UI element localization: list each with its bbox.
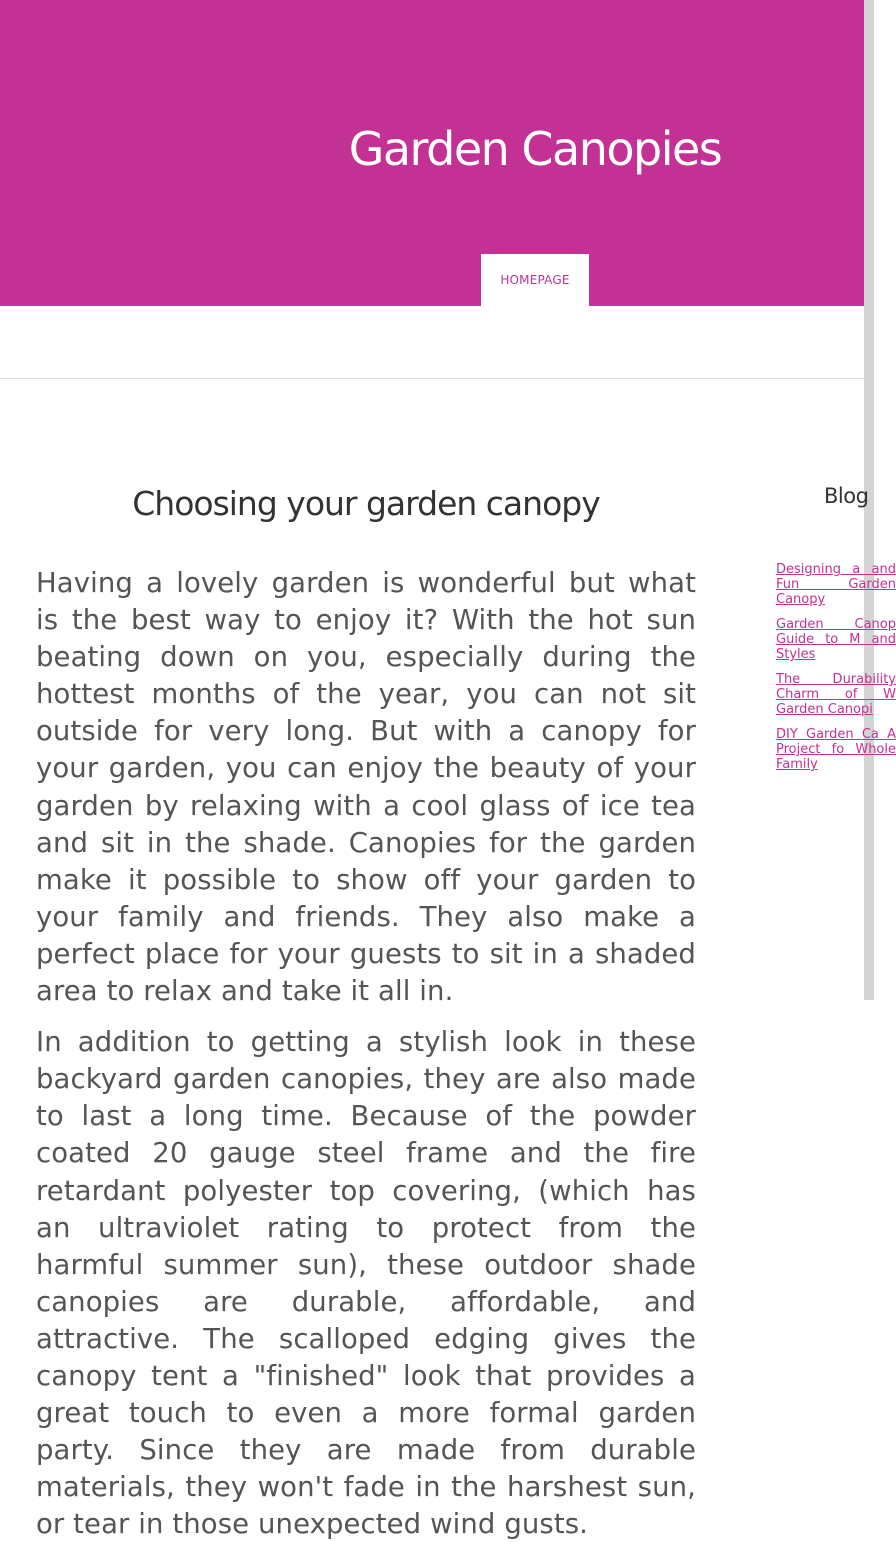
divider [0,378,874,379]
list-item [776,672,896,717]
blog-post-link[interactable]: Garden Canop Guide to M and Styles [776,617,896,662]
article-title: Choosing your garden canopy [132,484,600,523]
site-title[interactable]: Garden Canopies [348,122,722,176]
blog-post-link[interactable]: Designing a and Fun Garden Canopy [776,562,896,607]
blog-post-link[interactable]: The Durability Charm of W Garden Canopi [776,672,896,717]
nav-tab-homepage[interactable]: HOMEPAGE [481,254,589,306]
article-paragraph: In addition to getting a stylish look in these backyard garden canopies, they are also made to last a long time. Because of the powder coated 20 gauge steel frame and the fire retardant polyester top covering, (which has an ultraviolet rating to protect from the harmful summer sun), these outdoor shade canopies are durable, affordable, and attractive. The scalloped edging gives the canopy tent a "finished" look that provides a great touch to even a more formal garden party. Since they are made from durable materials, they won't fade in the harshest sun, or tear in those unexpected wind gusts. [36,1026,696,1541]
article-body [36,565,696,1557]
blog-post-list [776,562,896,782]
article-paragraph: Having a lovely garden is wonderful but what is the best way to enjoy it? With the hot sun beating down on you, especially during the hottest months of the year, you can not sit outside for very long. But with a canopy for your garden, you can enjoy the beauty of your garden by relaxing with a cool glass of ice tea and sit in the shade. Canopies for the garden make it possible to show off your garden to your family and friends. They also make a perfect place for your guests to sit in a shaded area to relax and take it all in. [36,567,696,1008]
subheader-bar [0,306,874,378]
list-item [776,727,896,772]
blog-post-link[interactable]: DIY Garden Ca A Project fo Whole Family [776,727,896,772]
site-header [0,0,874,306]
list-item [776,562,896,607]
list-item [776,617,896,662]
sidebar-title: Blog [824,484,869,508]
